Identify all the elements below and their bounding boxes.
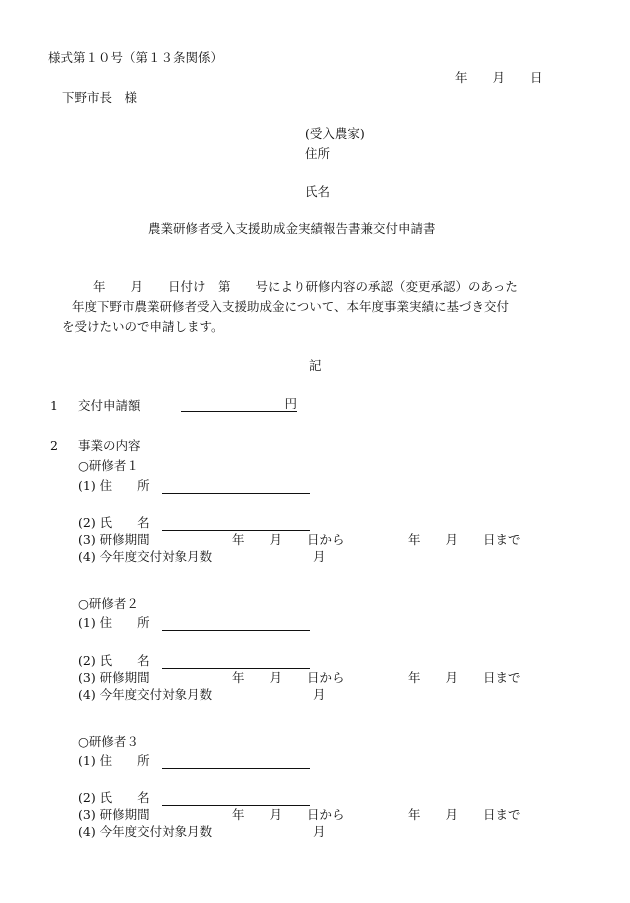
- trainee-heading: ○研修者３: [78, 734, 139, 749]
- trainee-months-label: (4) 今年度交付対象月数: [78, 687, 213, 702]
- trainee-name-label: (2) 氏 名: [78, 515, 150, 530]
- trainee-name-field[interactable]: [162, 667, 310, 669]
- trainee-months-unit: 月: [313, 687, 326, 702]
- document-title: 農業研修者受入支援助成金実績報告書兼交付申請書: [148, 221, 436, 236]
- body-line-2: 年度下野市農業研修者受入支援助成金について、本年度事業実績に基づき交付: [72, 299, 510, 314]
- trainee-address-field[interactable]: [162, 629, 310, 631]
- trainee-period-from: 年 月 日から: [232, 532, 345, 547]
- date-line: 年 月 日: [455, 70, 543, 85]
- applicant-role: (受入農家): [305, 126, 365, 141]
- ki-heading: 記: [309, 358, 322, 373]
- addressee: 下野市長 様: [62, 90, 138, 105]
- trainee-name-field[interactable]: [162, 804, 310, 806]
- trainee-address-field[interactable]: [162, 767, 310, 769]
- trainee-months-label: (4) 今年度交付対象月数: [78, 549, 213, 564]
- applicant-address-label: 住所: [305, 146, 331, 161]
- grant-amount-field[interactable]: [181, 397, 297, 412]
- trainee-name-label: (2) 氏 名: [78, 653, 150, 668]
- trainee-period-label: (3) 研修期間: [78, 532, 150, 547]
- form-number: 様式第１０号（第１３条関係）: [48, 50, 224, 65]
- trainee-period-label: (3) 研修期間: [78, 670, 150, 685]
- trainee-period-to: 年 月 日まで: [408, 807, 521, 822]
- trainee-months-unit: 月: [313, 824, 326, 839]
- trainee-period-from: 年 月 日から: [232, 670, 345, 685]
- trainee-address-label: (1) 住 所: [78, 753, 150, 768]
- trainee-name-field[interactable]: [162, 529, 310, 531]
- section2-label: 事業の内容: [78, 438, 141, 453]
- body-line-1: 年 月 日付け 第 号により研修内容の承認（変更承認）のあった: [93, 279, 518, 294]
- section1-number: 1: [50, 398, 58, 413]
- trainee-period-label: (3) 研修期間: [78, 807, 150, 822]
- trainee-heading: ○研修者１: [78, 458, 139, 473]
- section2-number: 2: [50, 438, 58, 453]
- body-line-3: を受けたいので申請します。: [62, 319, 224, 334]
- trainee-period-to: 年 月 日まで: [408, 532, 521, 547]
- trainee-address-label: (1) 住 所: [78, 615, 150, 630]
- trainee-months-unit: 月: [313, 549, 326, 564]
- applicant-name-label: 氏名: [305, 184, 331, 199]
- trainee-address-field[interactable]: [162, 492, 310, 494]
- trainee-name-label: (2) 氏 名: [78, 790, 150, 805]
- trainee-period-to: 年 月 日まで: [408, 670, 521, 685]
- amount-unit: 円: [284, 396, 297, 411]
- trainee-heading: ○研修者２: [78, 596, 139, 611]
- trainee-months-label: (4) 今年度交付対象月数: [78, 824, 213, 839]
- section1-label: 交付申請額: [78, 398, 141, 413]
- trainee-period-from: 年 月 日から: [232, 807, 345, 822]
- trainee-address-label: (1) 住 所: [78, 478, 150, 493]
